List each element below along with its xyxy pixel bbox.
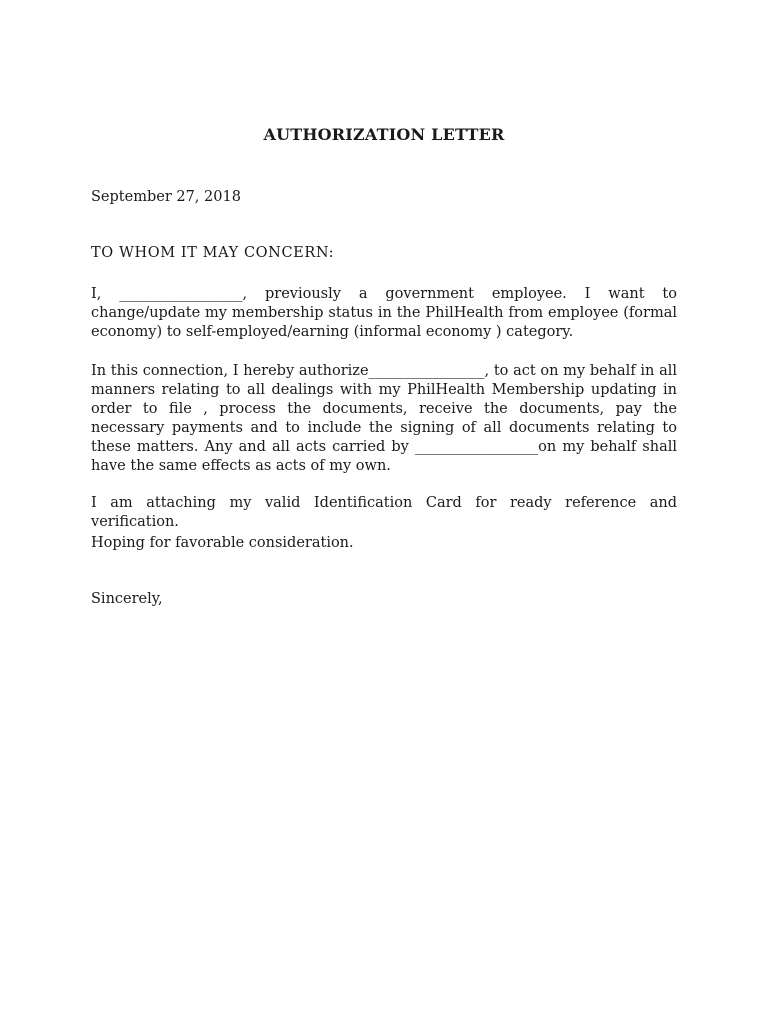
paragraph-membership-change: I, _________________, previously a government employee. I want to change/update my membership status in the PhilHealth from employee (formal economy) to self-employed/earning (informal economy ) category.: [91, 286, 677, 340]
paragraph-id-attachment: I am attaching my valid Identification Card for ready reference and verification.: [91, 495, 677, 530]
paragraph-consideration: Hoping for favorable consideration.: [91, 535, 354, 551]
letter-date: September 27, 2018: [91, 189, 241, 205]
letter-closing: Sincerely,: [91, 591, 163, 607]
letter-title: AUTHORIZATION LETTER: [263, 125, 505, 144]
paragraph-authorization: In this connection, I hereby authorize________________, to act on my behalf in all manners relating to all dealings with my PhilHealth Membership updating in order to file , process the documents, receive the documents, pay the necessary payments and to include the signing of all documents relating to these matters. Any and all acts carried by _________________on my behalf shall have the same effects as acts of my own.: [91, 363, 677, 474]
letter-salutation: TO WHOM IT MAY CONCERN:: [91, 245, 335, 261]
